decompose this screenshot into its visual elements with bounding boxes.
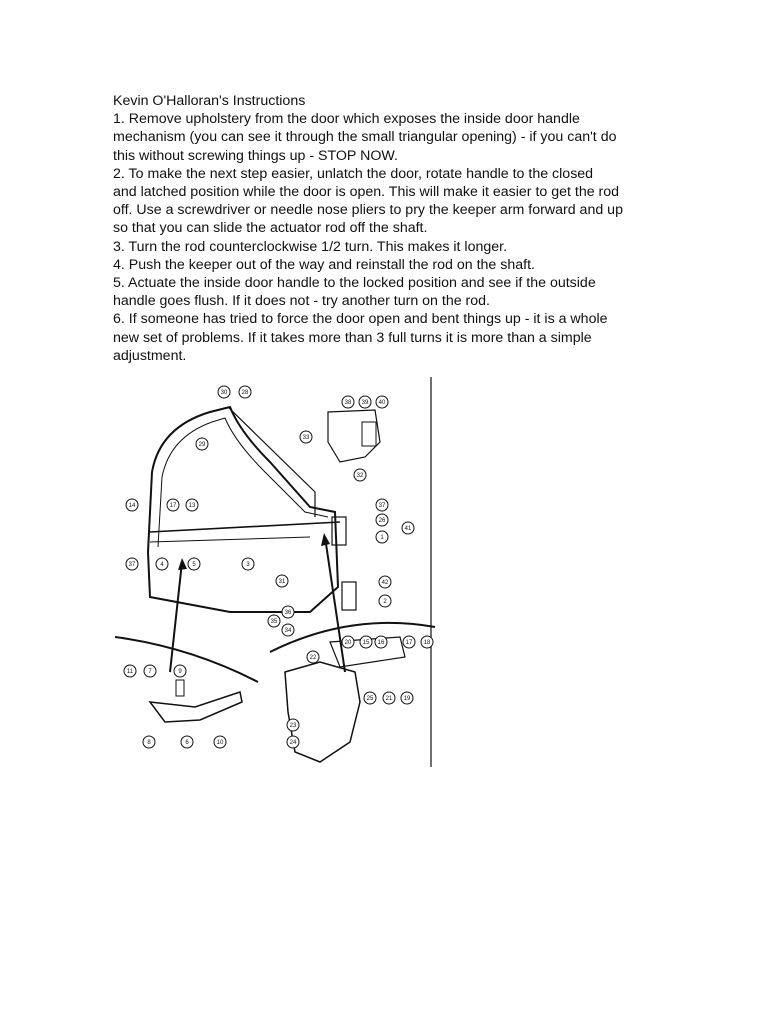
door-mechanism-diagram xyxy=(110,372,440,772)
callout xyxy=(188,558,200,570)
callout-label: 39 xyxy=(361,400,369,406)
lock-cylinder xyxy=(362,422,376,446)
callout-label: 11 xyxy=(126,669,134,675)
callout-label: 29 xyxy=(198,442,206,448)
callout-label: 19 xyxy=(403,696,411,702)
callout-label: 2 xyxy=(383,599,387,605)
callout-label: 8 xyxy=(147,740,151,746)
callout xyxy=(181,736,193,748)
callout xyxy=(360,636,372,648)
callout-label: 21 xyxy=(385,696,393,702)
callout-label: 25 xyxy=(366,696,374,702)
callout-label: 30 xyxy=(220,390,228,396)
callout xyxy=(379,595,391,607)
callout xyxy=(402,522,414,534)
callout-label: 36 xyxy=(284,610,292,616)
callout xyxy=(421,636,433,648)
callout-label: 40 xyxy=(378,400,386,406)
callout xyxy=(379,576,391,588)
instruction-line: 4. Push the keeper out of the way and reinstall the rod on the shaft. xyxy=(113,256,535,273)
instruction-line: 2. To make the next step easier, unlatch the door, rotate handle to the closed xyxy=(113,165,594,182)
document-title: Kevin O'Halloran's Instructions xyxy=(113,93,306,109)
callout xyxy=(239,386,251,398)
callout-label: 37 xyxy=(378,503,386,509)
callout xyxy=(376,499,388,511)
callout-label: 33 xyxy=(302,435,310,441)
callout-label: 38 xyxy=(344,400,352,406)
lower-latch-block xyxy=(342,582,356,610)
callout xyxy=(342,636,354,648)
callout xyxy=(359,396,371,408)
instruction-line: 5. Actuate the inside door handle to the locked position and see if the outside xyxy=(113,275,596,292)
callout xyxy=(401,692,413,704)
callout xyxy=(376,514,388,526)
callout-label: 26 xyxy=(378,518,386,524)
callout xyxy=(126,558,138,570)
callout-label: 20 xyxy=(344,640,352,646)
inset-left-boundary xyxy=(115,637,258,682)
callout xyxy=(300,431,312,443)
callout xyxy=(156,558,168,570)
instruction-line: mechanism (you can see it through the small triangular opening) - if you can't do xyxy=(113,129,617,146)
callout xyxy=(287,736,299,748)
callout-label: 13 xyxy=(188,503,196,509)
instruction-line: off. Use a screwdriver or needle nose pliers to pry the keeper arm forward and up xyxy=(113,202,623,219)
callout xyxy=(364,692,376,704)
callout-label: 34 xyxy=(284,628,292,634)
callout-label: 5 xyxy=(192,562,196,568)
callout-label: 9 xyxy=(178,669,182,675)
callout xyxy=(144,665,156,677)
callout-label: 4 xyxy=(160,562,164,568)
callout-label: 24 xyxy=(289,740,297,746)
instruction-line: 1. Remove upholstery from the door which exposes the inside door handle xyxy=(113,111,580,128)
callout-label: 14 xyxy=(128,503,136,509)
lock-cylinder-assembly xyxy=(328,410,380,462)
callout xyxy=(186,499,198,511)
arrow-left xyxy=(170,562,182,672)
instruction-line: 6. If someone has tried to force the door open and bent things up - it is a whole xyxy=(113,311,608,328)
callout-label: 1 xyxy=(380,535,384,541)
callout-label: 42 xyxy=(381,580,389,586)
keeper-arm-part xyxy=(150,692,242,722)
instruction-line: and latched position while the door is open. This will make it easier to get the rod xyxy=(113,184,620,201)
callout-label: 37 xyxy=(128,562,136,568)
callout xyxy=(124,665,136,677)
instruction-line: so that you can slide the actuator rod off the shaft. xyxy=(113,220,428,237)
callout-label: 31 xyxy=(278,579,286,585)
callout xyxy=(268,615,280,627)
callout xyxy=(282,606,294,618)
callout-label: 32 xyxy=(356,473,364,479)
callout xyxy=(307,651,319,663)
callout-label: 6 xyxy=(185,740,189,746)
callout xyxy=(218,386,230,398)
callout-label: 23 xyxy=(289,723,297,729)
callout xyxy=(383,692,395,704)
callout xyxy=(354,469,366,481)
callout-label: 16 xyxy=(377,640,385,646)
callout xyxy=(376,396,388,408)
actuator-rod xyxy=(150,522,340,532)
instruction-line: 3. Turn the rod counterclockwise 1/2 turn. This makes it longer. xyxy=(113,238,508,255)
callout-label: 22 xyxy=(309,655,317,661)
callout xyxy=(167,499,179,511)
instruction-line: this without screwing things up - STOP NOW. xyxy=(113,147,398,164)
latch-block xyxy=(332,517,346,545)
callout-label: 7 xyxy=(148,669,152,675)
callout xyxy=(375,636,387,648)
callout xyxy=(143,736,155,748)
arrow-left-head xyxy=(178,558,187,570)
callout-label: 18 xyxy=(423,640,431,646)
callout-label: 3 xyxy=(246,562,250,568)
callout xyxy=(342,396,354,408)
callout xyxy=(126,499,138,511)
callout xyxy=(174,665,186,677)
callout xyxy=(242,558,254,570)
callout xyxy=(196,438,208,450)
pin-part xyxy=(176,680,184,696)
lower-rod xyxy=(150,537,310,542)
callout-label: 17 xyxy=(169,503,177,509)
callout-label: 28 xyxy=(241,390,249,396)
door-diagram-svg xyxy=(110,372,440,772)
instruction-line: handle goes flush. If it does not - try another turn on the rod. xyxy=(113,293,490,310)
callout-label: 41 xyxy=(404,526,412,532)
callout xyxy=(376,531,388,543)
callout xyxy=(287,719,299,731)
callout xyxy=(282,624,294,636)
instruction-line: new set of problems. If it takes more than 3 full turns it is more than a simple xyxy=(113,329,592,346)
callout-label: 35 xyxy=(270,619,278,625)
callout-label: 15 xyxy=(362,640,370,646)
callout-label: 17 xyxy=(405,640,413,646)
window-frame xyxy=(210,407,315,517)
callout xyxy=(403,636,415,648)
callout xyxy=(214,736,226,748)
callout xyxy=(276,575,288,587)
instruction-line: adjustment. xyxy=(113,347,187,364)
arrow-right-head xyxy=(321,533,330,546)
callout-label: 10 xyxy=(216,740,224,746)
instructions-text xyxy=(113,92,673,365)
